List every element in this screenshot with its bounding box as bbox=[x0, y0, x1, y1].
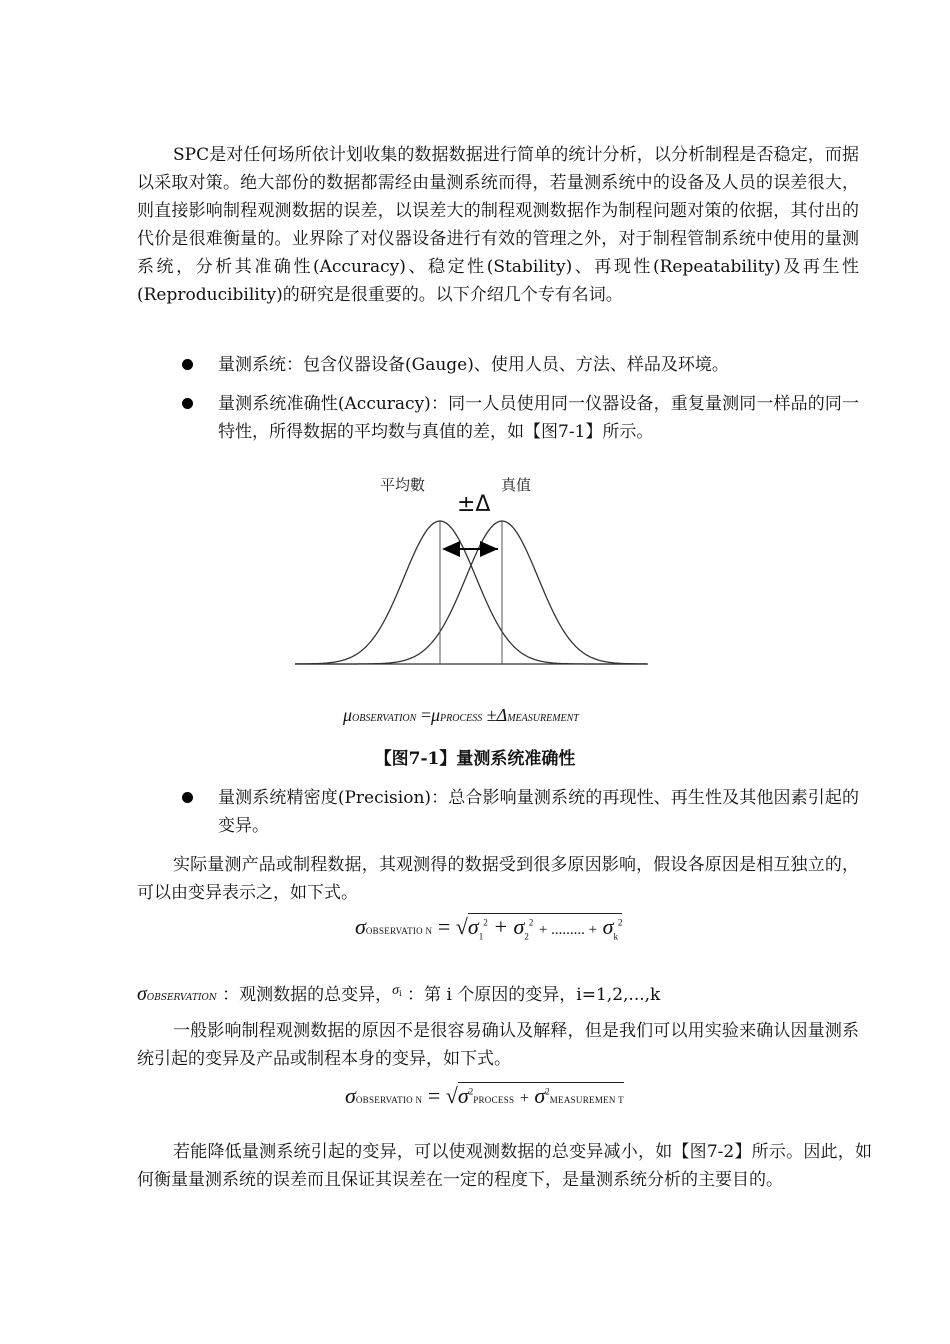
formula2-sub-measurement: MEASUREMEN T bbox=[549, 1095, 624, 1105]
mean-label: 平均數 bbox=[380, 476, 426, 494]
sigma-symbol: σ bbox=[392, 983, 400, 998]
eq-sign: = bbox=[420, 705, 431, 725]
formula2-radicand: $\sigma^2PROCESS$ + $\sigma^2MEASUREMEN$ T bbox=[457, 1083, 624, 1108]
true-value-curve bbox=[295, 521, 647, 664]
mu-symbol: μ bbox=[343, 705, 353, 725]
sqrt-sign: √ bbox=[445, 1083, 458, 1108]
conclusion-paragraph: 若能降低量测系统引起的变异，可以使观测数据的总变异减小，如【图7-2】所示。因此，如何衡量量测系统的误差而且保证其误差在一定的程度下，是量测系统分析的主要目的。 bbox=[137, 1142, 872, 1190]
def-text-total: ：观测数据的总变异， bbox=[222, 985, 393, 1005]
def-sym2-sub: i bbox=[399, 989, 402, 998]
process-measurement-formula bbox=[345, 1083, 624, 1109]
total-variance-formula bbox=[355, 914, 622, 941]
sigma-symbol: σ bbox=[137, 983, 147, 1005]
formula1-lhs-sub: OBSERVATIO N bbox=[365, 926, 433, 936]
true-value-label: 真值 bbox=[501, 476, 532, 494]
mu-symbol: μ bbox=[430, 705, 441, 725]
formula2-lhs-sub: OBSERVATIO N bbox=[355, 1095, 423, 1105]
equals-sign: = bbox=[427, 1083, 441, 1108]
intro-paragraph: SPC是对任何场所依计划收集的数据数据进行简单的统计分析，以分析制程是否稳定，而据以采取对策。绝大部份的数据都需经由量测系统而得，若量测系统中的设备及人员的误差很大，则直接影响制程观测数据的误差，以误差大的制程观测数据作为制程问题对策的依据，其付出的代价是很难衡量的。业界除了对仪器设备进行有效的管理之外，对于制程管制系统中使用的量测系统，分析其准确性(Accuracy)、稳定性(Stability)、再现性(Repeatability)及再生性(Reproducibility)的研究是很重要的。以下介绍几个专有名词。 bbox=[137, 145, 859, 305]
formula1-radicand: $\sigma_1^2 + \sigma_2^2$ + ......... + $\sigma_k^2$ bbox=[467, 914, 623, 942]
bullet-text: 量测系统精密度(Precision)：总合影响量测系统的再现性、再生性及其他因素引起的变异。 bbox=[218, 788, 859, 836]
measurement-paragraph: 一般影响制程观测数据的原因不是很容易确认及解释，但是我们可以用实验来确认因量测系统引起的变异及产品或制程本身的变异，如下式。 bbox=[137, 1021, 859, 1069]
bullet-text: 量测系统：包含仪器设备(Gauge)、使用人员、方法、样品及环境。 bbox=[218, 355, 729, 375]
plus-minus-sign: ± bbox=[486, 705, 497, 725]
bullet-dot-icon bbox=[182, 359, 193, 370]
sqrt-sign: √ bbox=[455, 914, 468, 939]
bullet-text: 量测系统准确性(Accuracy)：同一人员使用同一仪器设备，重复量测同一样品的同一特性，所得数据的平均数与真值的差，如【图7-1】所示。 bbox=[218, 394, 859, 442]
equals-sign: = bbox=[437, 914, 451, 939]
normal-curves-diagram bbox=[280, 460, 660, 680]
accuracy-figure bbox=[280, 460, 660, 680]
bullet-dot-icon bbox=[182, 398, 193, 409]
figure-caption: 【图7-1】量测系统准确性 bbox=[374, 749, 576, 769]
def-sym-sub: OBSERVATION bbox=[146, 993, 217, 1003]
eq-sub-process: PROCESS bbox=[440, 713, 483, 724]
def-text-cause: ：第 i 个原因的变异，i=1,2,...,k bbox=[407, 985, 661, 1005]
delta-label: ±Δ bbox=[457, 492, 491, 517]
variance-paragraph: 实际量测产品或制程数据，其观测得的数据受到很多原因影响，假设各原因是相互独立的，可以由变异表示之，如下式。 bbox=[137, 855, 859, 903]
eq-sub-measurement: MEASUREMENT bbox=[507, 713, 579, 724]
eq-sub-observation: OBSERVATION bbox=[352, 713, 417, 724]
bullet-dot-icon bbox=[182, 792, 193, 803]
definition-line bbox=[137, 977, 660, 1012]
accuracy-equation bbox=[343, 705, 579, 726]
sigma-symbol: σ bbox=[355, 914, 366, 939]
observed-mean-curve bbox=[295, 521, 647, 664]
sigma-symbol: σ bbox=[345, 1083, 356, 1108]
delta-symbol: Δ bbox=[496, 705, 508, 725]
formula2-sub-process: PROCESS bbox=[473, 1095, 515, 1105]
